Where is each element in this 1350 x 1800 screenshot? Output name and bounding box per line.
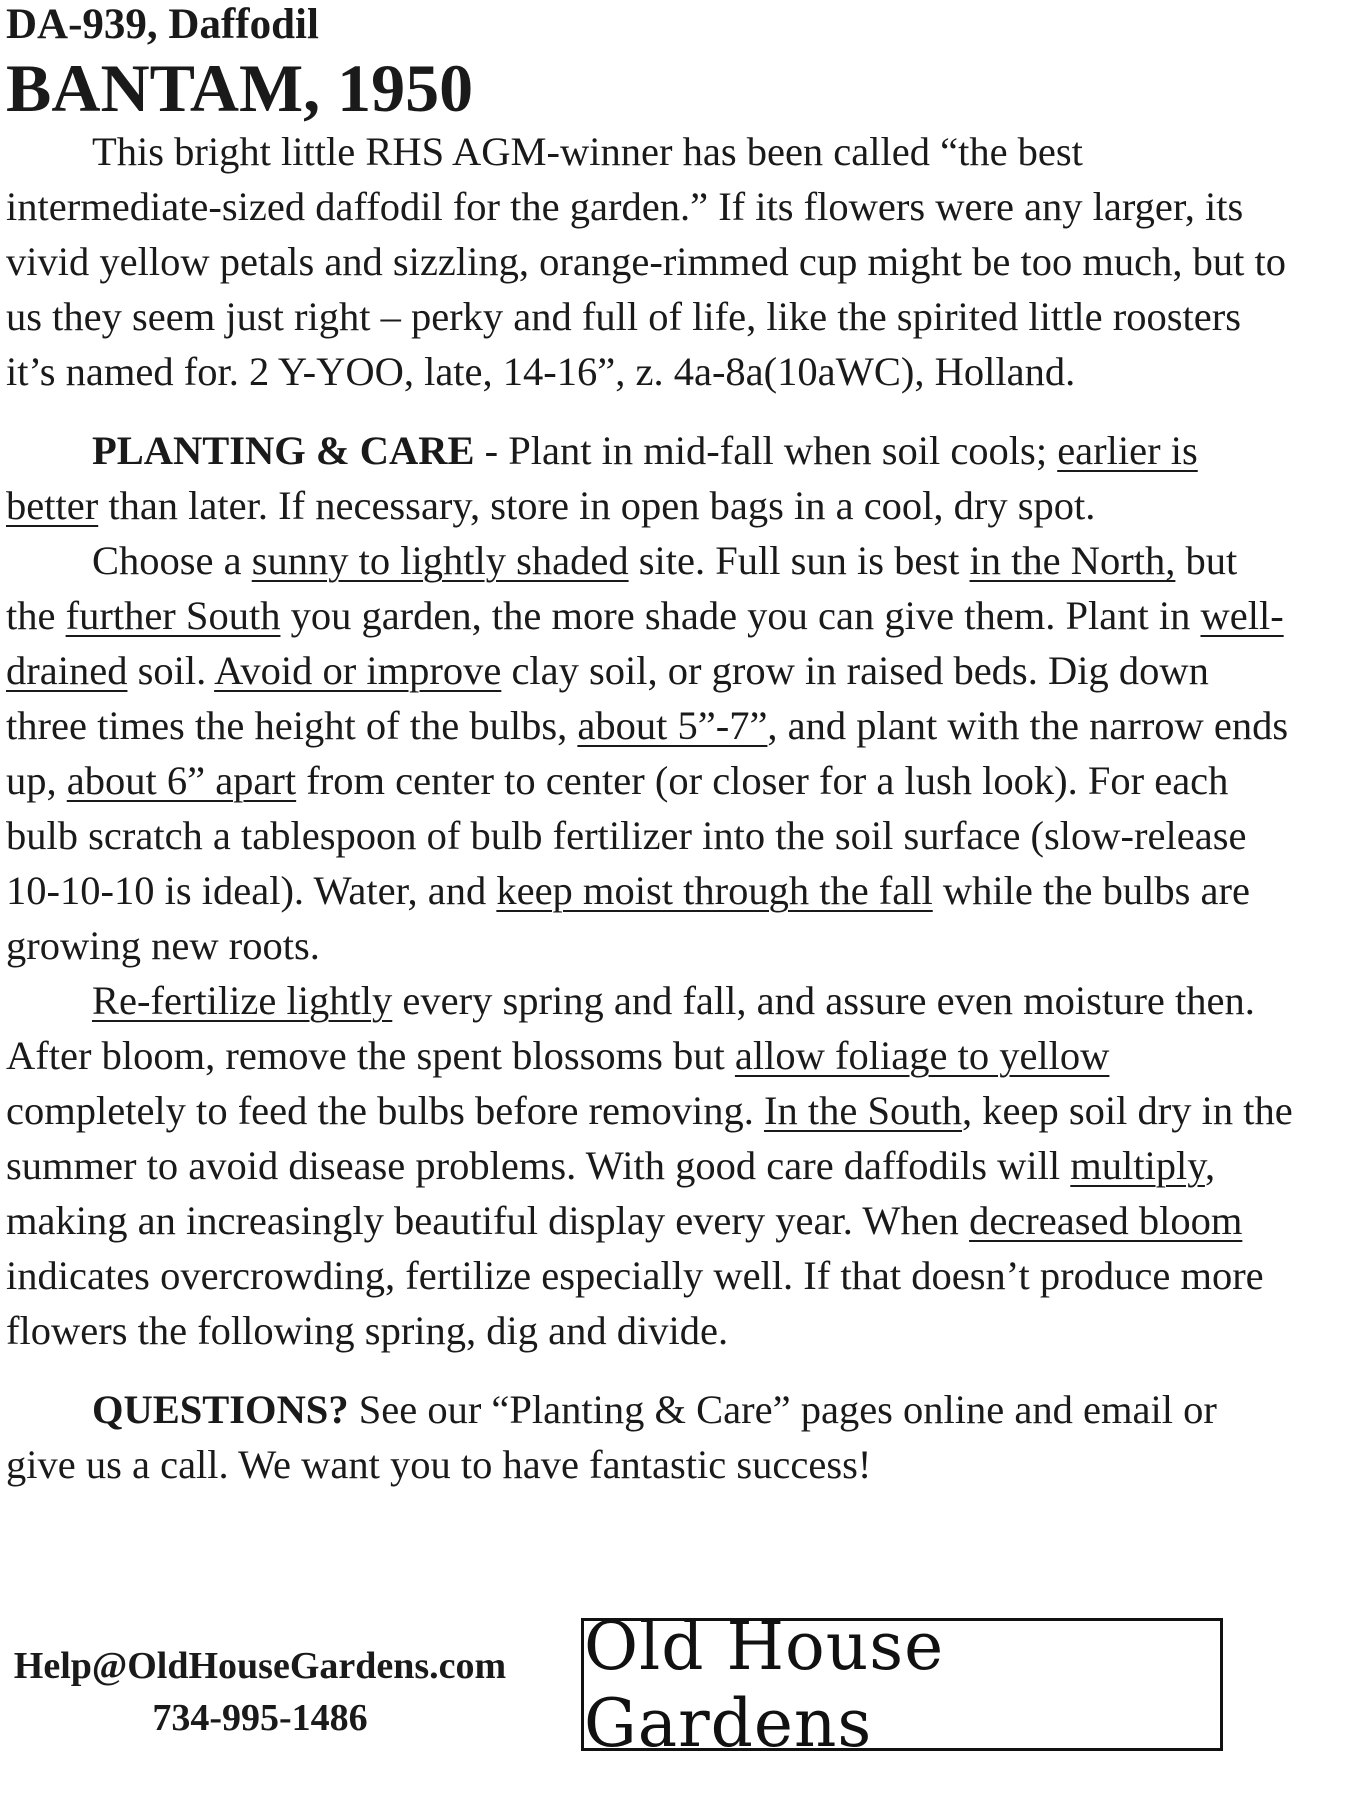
brand-logo bbox=[581, 1607, 1223, 1762]
text-span: you garden, the more shade you can give them. Plant in bbox=[280, 593, 1201, 638]
underlined-phrase: decreased bloom bbox=[969, 1198, 1243, 1243]
text-span: site. Full sun is best bbox=[628, 538, 970, 583]
questions-heading: QUESTIONS? bbox=[92, 1387, 349, 1432]
contact-email[interactable]: Help@OldHouseGardens.com bbox=[13, 1645, 507, 1687]
text-span: but the bbox=[6, 538, 1238, 638]
text-span: See our “Planting & Care” pages online and email or give us a call. We want you to have fantastic success! bbox=[6, 1387, 1217, 1487]
catalog-number: DA-939, Daffodil bbox=[6, 1, 319, 48]
document-page bbox=[6, 0, 1296, 1492]
text-span: completely to feed the bulbs before removing. bbox=[6, 1088, 765, 1133]
text-span: every spring and fall, and assure even moisture then. After bloom, remove the spent blossoms but bbox=[6, 978, 1255, 1078]
underlined-phrase: about 6” apart bbox=[66, 758, 297, 803]
underlined-phrase: about 5”-7” bbox=[577, 703, 768, 748]
text-span: , making an increasingly beautiful display every year. When bbox=[6, 1143, 1216, 1243]
underlined-phrase: multiply bbox=[1070, 1143, 1205, 1188]
text-span: soil. bbox=[127, 648, 215, 693]
underlined-phrase: earlier is better bbox=[6, 428, 1198, 528]
underlined-phrase: sunny to lightly shaded bbox=[251, 538, 629, 583]
planting-paragraph-2 bbox=[6, 533, 1296, 973]
text-span: clay soil, or grow in raised beds. Dig down three times the height of the bulbs, bbox=[6, 648, 1209, 748]
underlined-phrase: Avoid or improve bbox=[214, 648, 502, 693]
variety-title: BANTAM, 1950 bbox=[6, 50, 474, 126]
text-span: than later. If necessary, store in open bags in a cool, dry spot. bbox=[98, 483, 1096, 528]
text-span: - Plant in mid-fall when soil cools; bbox=[474, 428, 1058, 473]
text-span: while the bulbs are growing new roots. bbox=[6, 868, 1250, 968]
text-span: , and plant with the narrow ends up, bbox=[6, 703, 1289, 803]
underlined-phrase: further South bbox=[65, 593, 281, 638]
underlined-phrase: well-drained bbox=[6, 593, 1284, 693]
underlined-phrase: In the South bbox=[764, 1088, 963, 1133]
planting-paragraph-1 bbox=[6, 423, 1296, 533]
underlined-phrase: allow foliage to yellow bbox=[734, 1033, 1110, 1078]
text-span: Choose a bbox=[92, 538, 252, 583]
questions-paragraph bbox=[6, 1382, 1296, 1492]
contact-info bbox=[10, 1640, 510, 1744]
intro-paragraph: This bright little RHS AGM-winner has been called “the best intermediate-sized daffodil for the garden.” If its flowers were any larger, its vivid yellow petals and sizzling, orange-rimmed cup might be too much, but to us they seem just right – perky and full of life, like the spirited little roosters it’s named for. 2 Y-YOO, late, 14-16”, z. 4a-8a(10aWC), Holland. bbox=[6, 129, 1286, 394]
text-span: , keep soil dry in the summer to avoid disease problems. With good care daffodils will bbox=[6, 1088, 1293, 1188]
logo-wordmark: Old House Gardens bbox=[584, 1607, 945, 1762]
underlined-phrase: keep moist through the fall bbox=[496, 868, 933, 913]
text-span: from center to center (or closer for a lush look). For each bulb scratch a tablespoon of bulb fertilizer into the soil surface (slow-release 10-10-10 is ideal). Water, and bbox=[6, 758, 1247, 913]
underlined-phrase: in the North, bbox=[969, 538, 1176, 583]
underlined-phrase: Re-fertilize lightly bbox=[92, 978, 393, 1023]
planting-paragraph-3 bbox=[6, 973, 1296, 1358]
text-span: indicates overcrowding, fertilize especially well. If that doesn’t produce more flowers the following spring, dig and divide. bbox=[6, 1253, 1264, 1353]
contact-phone[interactable]: 734-995-1486 bbox=[152, 1697, 368, 1739]
planting-heading: PLANTING & CARE bbox=[92, 428, 475, 473]
